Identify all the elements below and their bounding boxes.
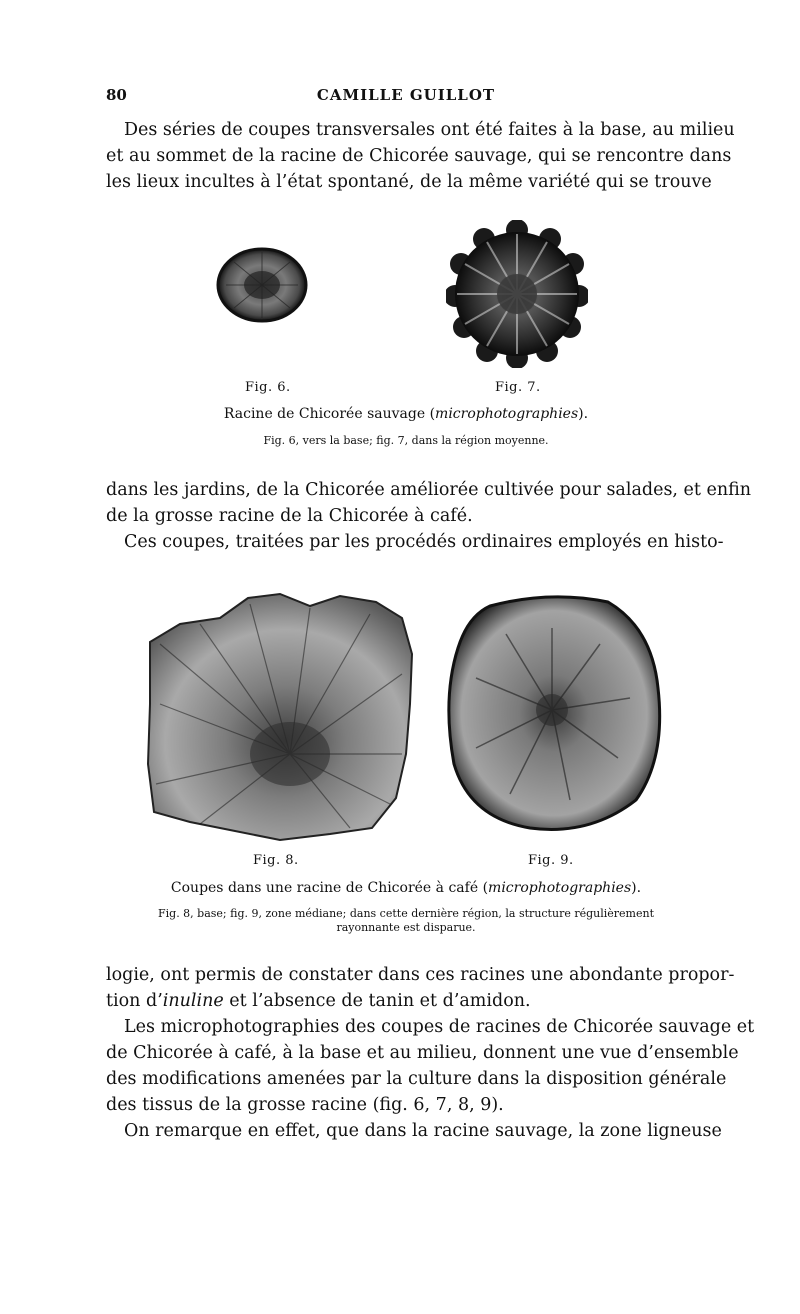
paragraph-2-line-3: Ces coupes, traitées par les procédés ordinaires employés en histo- (124, 532, 724, 552)
page-number: 80 (106, 86, 127, 104)
paragraph-3-line-1: logie, ont permis de constater dans ces racines une abondante propor- (106, 965, 735, 985)
paragraph-3-line-6: des tissus de la grosse racine (fig. 6, 7, 8, 9). (106, 1095, 504, 1115)
paragraph-1 (106, 117, 735, 195)
paragraph-1-line-2: et au sommet de la racine de Chicorée sauvage, qui se rencontre dans (106, 146, 732, 166)
paragraph-3-inuline: inuline (162, 991, 224, 1011)
figure-2-caption (106, 880, 706, 896)
figure-8-micrograph (140, 584, 422, 842)
paragraph-3-line-3: Les microphotographies des coupes de racines de Chicorée sauvage et (124, 1017, 755, 1037)
figure-7-label: Fig. 7. (495, 380, 541, 395)
figure-7-micrograph (446, 220, 588, 368)
paragraph-2-line-2: de la grosse racine de la Chicorée à café. (106, 506, 473, 526)
paragraph-1-line-3: les lieux incultes à l’état spontané, de la même variété qui se trouve (106, 172, 712, 192)
paragraph-3-line-5: des modifications amenées par la culture dans la disposition générale (106, 1069, 727, 1089)
paragraph-2 (106, 477, 752, 555)
figure-1-caption-post: ). (578, 406, 589, 422)
paragraph-3-line-2-pre: tion d’ (106, 991, 163, 1011)
figure-2-subcaption-line-1: Fig. 8, base; fig. 9, zone médiane; dans cette dernière région, la structure régulièrement (158, 907, 654, 920)
figure-1-caption (106, 406, 706, 422)
paragraph-2-line-1: dans les jardins, de la Chicorée améliorée cultivée pour salades, et enfin (106, 480, 752, 500)
paragraph-3 (106, 962, 755, 1144)
figure-6-label: Fig. 6. (245, 380, 291, 395)
figure-1-caption-pre: Racine de Chicorée sauvage ( (223, 406, 436, 422)
running-title: CAMILLE GUILLOT (316, 86, 496, 104)
figure-2-caption-italic: microphotographies (488, 880, 632, 896)
figure-1-subcaption: Fig. 6, vers la base; fig. 7, dans la région moyenne. (263, 434, 549, 447)
figure-9-micrograph (440, 588, 666, 836)
figure-9-label: Fig. 9. (528, 853, 574, 868)
paragraph-3-line-7: On remarque en effet, que dans la racine sauvage, la zone ligneuse (124, 1121, 722, 1141)
figure-8-label: Fig. 8. (253, 853, 299, 868)
figure-2-caption-pre: Coupes dans une racine de Chicorée à café ( (170, 880, 489, 896)
paragraph-3-line-2-post: et l’absence de tanin et d’amidon. (223, 991, 531, 1011)
paragraph-1-line-1: Des séries de coupes transversales ont été faites à la base, au milieu (124, 120, 735, 140)
figure-2-caption-post: ). (631, 880, 642, 896)
figure-2-subcaption (106, 907, 706, 935)
running-head (106, 86, 706, 108)
figure-2-subcaption-line-2: rayonnante est disparue. (336, 921, 476, 934)
figure-6-micrograph (212, 244, 312, 326)
paragraph-3-line-4: de Chicorée à café, à la base et au milieu, donnent une vue d’ensemble (106, 1043, 739, 1063)
figure-1-caption-italic: microphotographies (435, 406, 579, 422)
paragraph-3-line-2 (106, 988, 706, 1014)
